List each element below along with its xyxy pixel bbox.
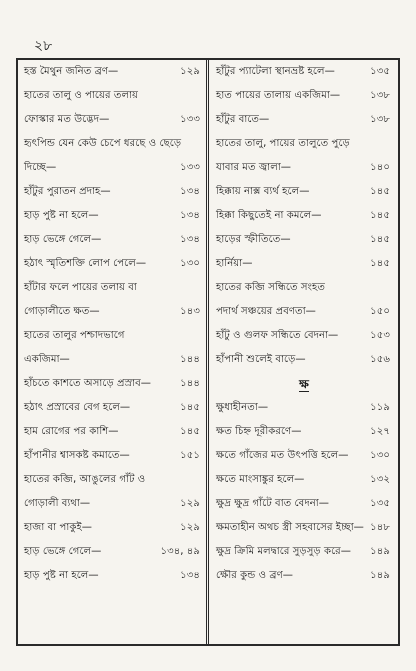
entry-text: হাঁপানীর শ্বাসকষ্ট কমাতে— xyxy=(24,450,130,461)
entry-text: হাড় ভেঙ্গে গেলে— xyxy=(24,546,102,557)
entry-page-number: ১৩৫ xyxy=(370,498,390,509)
index-entry xyxy=(22,204,204,228)
entry-text: ক্ষুদ্র ক্রিমি মলদ্বারে সুড়সুড় করে— xyxy=(216,546,351,557)
entry-page-number: ১২৯ xyxy=(180,522,200,533)
index-entry xyxy=(214,132,394,156)
index-entry xyxy=(214,300,394,324)
entry-text: হাজা বা পাকুই— xyxy=(24,522,92,533)
entry-text: হাতের তালুর পশ্চাদভাগে xyxy=(24,330,125,341)
entry-page-number: ১১৯ xyxy=(370,402,390,413)
index-entry xyxy=(22,420,204,444)
entry-text: হঠাৎ প্রস্রাবের বেগ হলে— xyxy=(24,402,131,413)
index-entry xyxy=(22,372,204,396)
index-entry xyxy=(22,60,204,84)
index-entry xyxy=(22,444,204,468)
index-entry xyxy=(22,324,204,348)
column-divider xyxy=(206,58,209,646)
index-entry xyxy=(22,252,204,276)
section-heading xyxy=(214,372,394,396)
entry-text: হাঁটার ফলে পায়ের তলায় বা xyxy=(24,282,137,293)
entry-page-number: ১৩৩ xyxy=(180,114,200,125)
entry-page-number: ১৩৪ xyxy=(180,186,200,197)
index-entry xyxy=(22,516,204,540)
right-column xyxy=(214,60,394,588)
index-entry xyxy=(22,228,204,252)
entry-text: হাড় পুষ্ট না হলে— xyxy=(24,210,99,221)
entry-page-number: ১৩৪ xyxy=(180,210,200,221)
index-entry xyxy=(214,396,394,420)
entry-text: হাঁটুর প্যাটেলা স্থানভ্রষ্ট হলে— xyxy=(216,66,335,77)
entry-page-number: ১৪০ xyxy=(370,162,390,173)
entry-page-number: ১৪৫ xyxy=(370,186,390,197)
index-entry xyxy=(214,228,394,252)
entry-page-number: ১৪৯ xyxy=(370,546,390,557)
index-entry xyxy=(214,324,394,348)
entry-text: হাতের কব্জি, আঙুলের গাঁট ও xyxy=(24,474,146,485)
entry-text: হাতের তালু, পায়ের তালুতে পুড়ে xyxy=(216,138,350,149)
entry-page-number: ১৩৮ xyxy=(370,90,390,101)
index-entry xyxy=(214,276,394,300)
entry-text: হাম রোগের পর কাশি— xyxy=(24,426,119,437)
entry-text: হাঁটু ও গুলফ সন্ধিতে বেদনা— xyxy=(216,330,339,341)
entry-page-number: ১২৭ xyxy=(370,426,390,437)
entry-text: হাড়ের স্ফীতিতে— xyxy=(216,234,291,245)
entry-page-number: ১৪৫ xyxy=(370,234,390,245)
page-number: ২৮ xyxy=(34,38,53,54)
index-entry xyxy=(214,156,394,180)
index-entry xyxy=(214,204,394,228)
entry-page-number: ১২৯ xyxy=(180,498,200,509)
index-entry xyxy=(22,468,204,492)
entry-page-number: ১৪৫ xyxy=(180,426,200,437)
index-entry xyxy=(22,132,204,156)
entry-page-number: ১৪৯ xyxy=(370,570,390,581)
entry-page-number: ১৪৪ xyxy=(180,378,200,389)
index-entry xyxy=(214,516,394,540)
index-entry xyxy=(214,420,394,444)
index-entry xyxy=(214,252,394,276)
entry-page-number: ১৪৮ xyxy=(370,522,390,533)
entry-page-number: ১২৯ xyxy=(180,66,200,77)
entry-text: হাতের তালু ও পায়ের তলায় xyxy=(24,90,139,101)
entry-text: হাঁটুর বাতে— xyxy=(216,114,270,125)
entry-page-number: ১৫১ xyxy=(180,450,200,461)
index-entry xyxy=(22,300,204,324)
entry-text: হঠাৎ স্মৃতিশক্তি লোপ পেলে— xyxy=(24,258,147,269)
entry-text: ক্ষুধাহীনতা— xyxy=(216,402,269,413)
index-entry xyxy=(22,348,204,372)
entry-text: ক্ষতে গাঁজের মত উৎপত্তি হলে— xyxy=(216,450,349,461)
index-entry xyxy=(22,156,204,180)
index-entry xyxy=(22,180,204,204)
index-entry xyxy=(214,540,394,564)
entry-text: হাত পায়ের তালায় একজিমা— xyxy=(216,90,341,101)
entry-text: গোড়ালী ব্যথা— xyxy=(24,498,91,509)
entry-text: হৃৎপিন্ড যেন কেউ চেপে ধরছে ও ছেড়ে xyxy=(24,138,182,149)
entry-text: ক্ষমতাহীন অথচ স্ত্রী সহবাসের ইচ্ছা— xyxy=(216,522,364,533)
left-column xyxy=(22,60,204,588)
entry-page-number: ১৩৩ xyxy=(180,162,200,173)
index-entry xyxy=(214,180,394,204)
entry-text: দিচ্ছে— xyxy=(24,162,57,173)
entry-page-number: ১৩৪ xyxy=(180,570,200,581)
entry-text: ক্ষৌর কুন্ড ও ব্রণ— xyxy=(216,570,293,581)
entry-text: হাড় ভেঙ্গে গেলে— xyxy=(24,234,102,245)
entry-text: হাঁচতে কাশতে অসাড়ে প্রস্রাব— xyxy=(24,378,151,389)
index-entry xyxy=(214,564,394,588)
entry-page-number: ১৩০ xyxy=(180,258,200,269)
entry-text: ক্ষত চিহ্ন দূরীকরণে— xyxy=(216,426,302,437)
entry-page-number: ১৪৩ xyxy=(180,306,200,317)
entry-page-number: ১৩৪ xyxy=(180,234,200,245)
entry-page-number: ১৫৩ xyxy=(370,330,390,341)
entry-text: হিক্কা কিছুতেই না কমলে— xyxy=(216,210,322,221)
entry-page-number: ১৪৫ xyxy=(370,258,390,269)
entry-page-number: ১৩৪, ৪৯ xyxy=(160,546,200,557)
entry-text: পদার্থ সঞ্চয়ের প্রবণতা— xyxy=(216,306,316,317)
index-entry xyxy=(214,444,394,468)
entry-text: হাঁটুর পুরাতন প্রদাহ— xyxy=(24,186,111,197)
entry-page-number: ১৩৮ xyxy=(370,114,390,125)
entry-page-number: ১৫০ xyxy=(370,306,390,317)
index-entry xyxy=(22,540,204,564)
index-entry xyxy=(214,84,394,108)
entry-page-number: ১৩৫ xyxy=(370,66,390,77)
index-entry xyxy=(22,492,204,516)
index-entry xyxy=(214,108,394,132)
index-entry xyxy=(214,492,394,516)
entry-text: ক্ষতে মাংসাঙ্কুর হলে— xyxy=(216,474,305,485)
index-entry xyxy=(22,108,204,132)
entry-text: হাতের কব্জি সন্ধিতে সংহত xyxy=(216,282,326,293)
entry-page-number: ১৪৫ xyxy=(180,402,200,413)
entry-text: হস্ত মৈথুন জনিত ব্রণ— xyxy=(24,66,119,77)
entry-text: যাবার মত জ্বালা— xyxy=(216,162,291,173)
entry-text: হাঁপানী শুলেই বাড়ে— xyxy=(216,354,306,365)
entry-text: ফোস্কার মত উদ্ভেদ— xyxy=(24,114,110,125)
entry-text: গোড়ালীতে ক্ষত— xyxy=(24,306,100,317)
entry-page-number: ১৪৫ xyxy=(370,210,390,221)
index-entry xyxy=(214,348,394,372)
section-heading-label: ক্ষ xyxy=(299,377,309,391)
entry-text: ক্ষুদ্র ক্ষুদ্র গাঁটে বাত বেদনা— xyxy=(216,498,329,509)
index-entry xyxy=(214,60,394,84)
entry-text: হাড় পুষ্ট না হলে— xyxy=(24,570,99,581)
entry-text: হার্নিয়া— xyxy=(216,258,253,269)
entry-text: একজিমা— xyxy=(24,354,70,365)
index-entry xyxy=(214,468,394,492)
index-entry xyxy=(22,396,204,420)
entry-page-number: ১৩২ xyxy=(370,474,390,485)
index-entry xyxy=(22,276,204,300)
index-entry xyxy=(22,564,204,588)
entry-page-number: ১৫৬ xyxy=(370,354,390,365)
entry-text: হিক্কায় নাক্স ব্যর্থ হলে— xyxy=(216,186,310,197)
entry-page-number: ১৪৪ xyxy=(180,354,200,365)
entry-page-number: ১৩০ xyxy=(370,450,390,461)
index-entry xyxy=(22,84,204,108)
